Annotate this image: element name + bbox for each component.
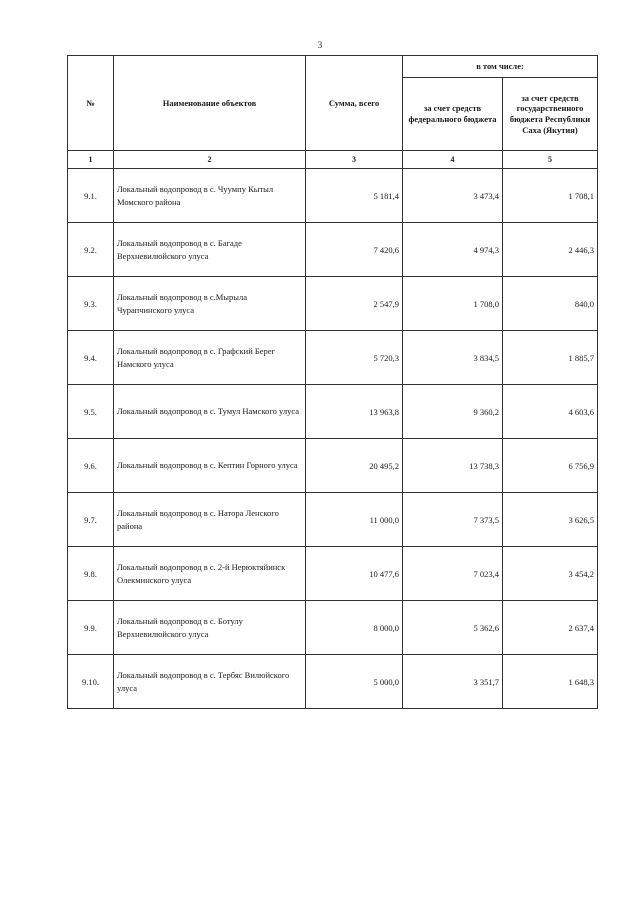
republic-amount: 4 603,6 — [503, 385, 598, 439]
object-name: Локальный водопровод в с. Багаде Верхневилюйского улуса — [114, 223, 306, 277]
object-name: Локальный водопровод в с. Графский Берег Намского улуса — [114, 331, 306, 385]
federal-amount: 7 023,4 — [403, 547, 503, 601]
column-number: 3 — [306, 151, 403, 169]
federal-amount: 13 738,3 — [403, 439, 503, 493]
row-number: 9.9. — [68, 601, 114, 655]
republic-amount: 1 885,7 — [503, 331, 598, 385]
republic-amount: 1 708,1 — [503, 169, 598, 223]
page-number: 3 — [317, 40, 323, 50]
row-number: 9.6. — [68, 439, 114, 493]
header-object-name: Наименование объектов — [114, 56, 306, 151]
table-row — [68, 655, 598, 709]
budget-table — [67, 55, 598, 709]
table-row — [68, 385, 598, 439]
row-number: 9.3. — [68, 277, 114, 331]
row-number: 9.5. — [68, 385, 114, 439]
total-sum: 7 420,6 — [306, 223, 403, 277]
column-number: 4 — [403, 151, 503, 169]
republic-amount: 6 756,9 — [503, 439, 598, 493]
total-sum: 5 720,3 — [306, 331, 403, 385]
row-number: 9.7. — [68, 493, 114, 547]
row-number: 9.8. — [68, 547, 114, 601]
object-name: Локальный водопровод в с. Тербяс Вилюйского улуса — [114, 655, 306, 709]
column-number: 1 — [68, 151, 114, 169]
total-sum: 5 181,4 — [306, 169, 403, 223]
row-number: 9.4. — [68, 331, 114, 385]
object-name: Локальный водопровод в с. Натора Ленского района — [114, 493, 306, 547]
object-name: Локальный водопровод в с. 2-й Нерюктяйинск Олекминского улуса — [114, 547, 306, 601]
header-republic-budget: за счет средств государственного бюджета Республики Саха (Якутия) — [503, 78, 598, 151]
federal-amount: 5 362,6 — [403, 601, 503, 655]
object-name: Локальный водопровод в с. Ботулу Верхневилюйского улуса — [114, 601, 306, 655]
federal-amount: 1 708,0 — [403, 277, 503, 331]
header-including: в том числе: — [403, 56, 598, 78]
table-row — [68, 331, 598, 385]
object-name: Локальный водопровод в с. Кептин Горного улуса — [114, 439, 306, 493]
object-name: Локальный водопровод в с.Мырыла Чурапчинского улуса — [114, 277, 306, 331]
total-sum: 5 000,0 — [306, 655, 403, 709]
federal-amount: 7 373,5 — [403, 493, 503, 547]
republic-amount: 1 648,3 — [503, 655, 598, 709]
republic-amount: 2 446,3 — [503, 223, 598, 277]
federal-amount: 3 473,4 — [403, 169, 503, 223]
table-body — [68, 151, 598, 709]
total-sum: 10 477,6 — [306, 547, 403, 601]
table-row — [68, 547, 598, 601]
table-header — [68, 56, 598, 151]
federal-amount: 4 974,3 — [403, 223, 503, 277]
header-number: № — [68, 56, 114, 151]
row-number: 9.10. — [68, 655, 114, 709]
row-number: 9.1. — [68, 169, 114, 223]
object-name: Локальный водопровод в с. Чуумпу Кытыл Момского района — [114, 169, 306, 223]
table-row — [68, 439, 598, 493]
total-sum: 2 547,9 — [306, 277, 403, 331]
total-sum: 13 963,8 — [306, 385, 403, 439]
table-row — [68, 601, 598, 655]
federal-amount: 9 360,2 — [403, 385, 503, 439]
federal-amount: 3 351,7 — [403, 655, 503, 709]
federal-amount: 3 834,5 — [403, 331, 503, 385]
table-row — [68, 169, 598, 223]
republic-amount: 840,0 — [503, 277, 598, 331]
table-row — [68, 493, 598, 547]
republic-amount: 2 637,4 — [503, 601, 598, 655]
table-row — [68, 277, 598, 331]
table-row — [68, 223, 598, 277]
column-numbers-row — [68, 151, 598, 169]
column-number: 5 — [503, 151, 598, 169]
column-number: 2 — [114, 151, 306, 169]
object-name: Локальный водопровод в с. Тумул Намского улуса — [114, 385, 306, 439]
total-sum: 20 495,2 — [306, 439, 403, 493]
total-sum: 8 000,0 — [306, 601, 403, 655]
total-sum: 11 000,0 — [306, 493, 403, 547]
republic-amount: 3 626,5 — [503, 493, 598, 547]
header-total-sum: Сумма, всего — [306, 56, 403, 151]
header-federal-budget: за счет средств федерального бюджета — [403, 78, 503, 151]
row-number: 9.2. — [68, 223, 114, 277]
republic-amount: 3 454,2 — [503, 547, 598, 601]
